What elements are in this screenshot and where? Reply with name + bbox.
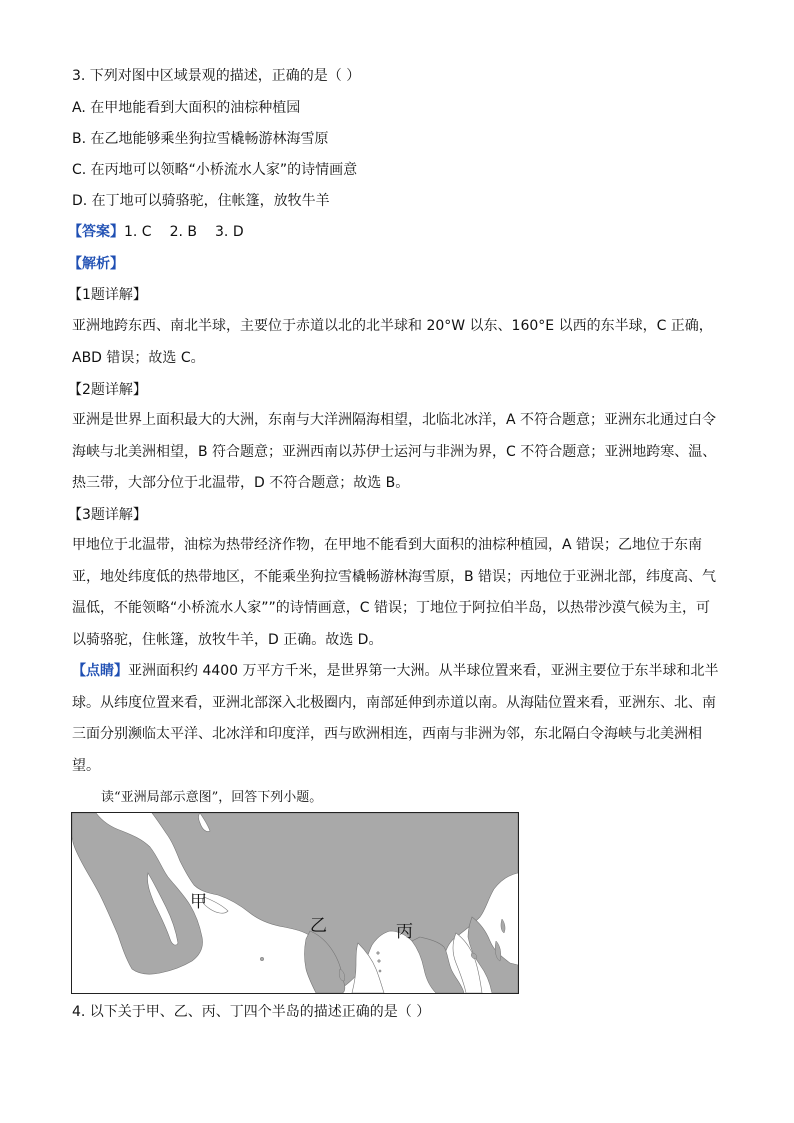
map-island-taiwan [501, 919, 505, 933]
map-label-jia: 甲 [190, 892, 207, 912]
answer-item-1: 1. C [124, 224, 152, 240]
detail-3-title: 【3题详解】 [68, 507, 147, 523]
map-label-bing: 丙 [396, 922, 413, 942]
map-island-socotra [260, 957, 264, 961]
detail-1-text: 亚洲地跨东西、南北半球，主要位于赤道以北的北半球和 20°W 以东、160°E 以西的东半球，C 正确，ABD 错误；故选 C。 [72, 318, 713, 366]
question-3-option-c: C. 在丙地可以领略“小桥流水人家”的诗情画意 [72, 162, 358, 178]
map-island-andaman [377, 952, 380, 955]
tip-paragraph [72, 656, 722, 782]
detail-2-title: 【2题详解】 [68, 382, 147, 398]
answer-item-2: 2. B [169, 224, 198, 240]
tip-text: 亚洲面积约 4400 万平方千米，是世界第一大洲。从半球位置来看，亚洲主要位于东半球和北半球。从纬度位置来看，亚洲北部深入北极圈内，南部延伸到赤道以南。从海陆位置来看，亚洲东、北、南三面分别濒临太平洋、北冰洋和印度洋，西与欧洲相连，西南与非洲为邻，东北隔白令海峡与北美洲相望。 [72, 663, 719, 774]
detail-3-text: 甲地位于北温带，油棕为热带经济作物，在甲地不能看到大面积的油棕种植园，A 错误；乙地位于东南亚，地处纬度低的热带地区，不能乘坐狗拉雪橇畅游林海雪原，B 错误；丙地位于亚洲北部，纬度高、气温低，不能领略“小桥流水人家””的诗情画意，C 错误；丁地位于阿拉伯半岛，以热带沙漠气候为主，可以骑骆驼，住帐篷，放牧牛羊，D 正确。故选 D。 [72, 537, 717, 648]
question-3-option-a: A. 在甲地能看到大面积的油棕种植园 [72, 100, 301, 116]
question-4-stem: 4. 以下关于甲、乙、丙、丁四个半岛的描述正确的是（ ） [72, 1004, 431, 1020]
map-island-andaman [378, 960, 381, 963]
map-island-nicobar [379, 970, 381, 972]
question-3-option-b: B. 在乙地能够乘坐狗拉雪橇畅游林海雪原 [72, 131, 329, 147]
map-label-yi: 乙 [310, 916, 327, 936]
question-3-stem: 3. 下列对图中区域景观的描述，正确的是（ ） [72, 68, 361, 84]
analysis-tag: 【解析】 [68, 256, 124, 272]
asia-map [71, 812, 519, 994]
tip-tag: 【点睛】 [72, 663, 128, 679]
answer-tag: 【答案】 [68, 224, 124, 240]
asia-map-drawing [72, 813, 518, 993]
detail-1-title: 【1题详解】 [68, 287, 147, 303]
detail-2-text: 亚洲是世界上面积最大的大洲，东南与大洋洲隔海相望，北临北冰洋，A 不符合题意；亚洲东北通过白令海峡与北美洲相望，B 符合题意；亚洲西南以苏伊士运河与非洲为界，C 不符合题意；亚洲地跨寒、温、热三带，大部分位于北温带，D 不符合题意；故选 B。 [72, 412, 717, 491]
answer-item-3: 3. D [215, 224, 244, 240]
map-caption: 读“亚洲局部示意图”，回答下列小题。 [101, 790, 323, 805]
question-3-option-d: D. 在丁地可以骑骆驼，住帐篷，放牧牛羊 [72, 193, 330, 209]
answer-line [68, 222, 262, 242]
